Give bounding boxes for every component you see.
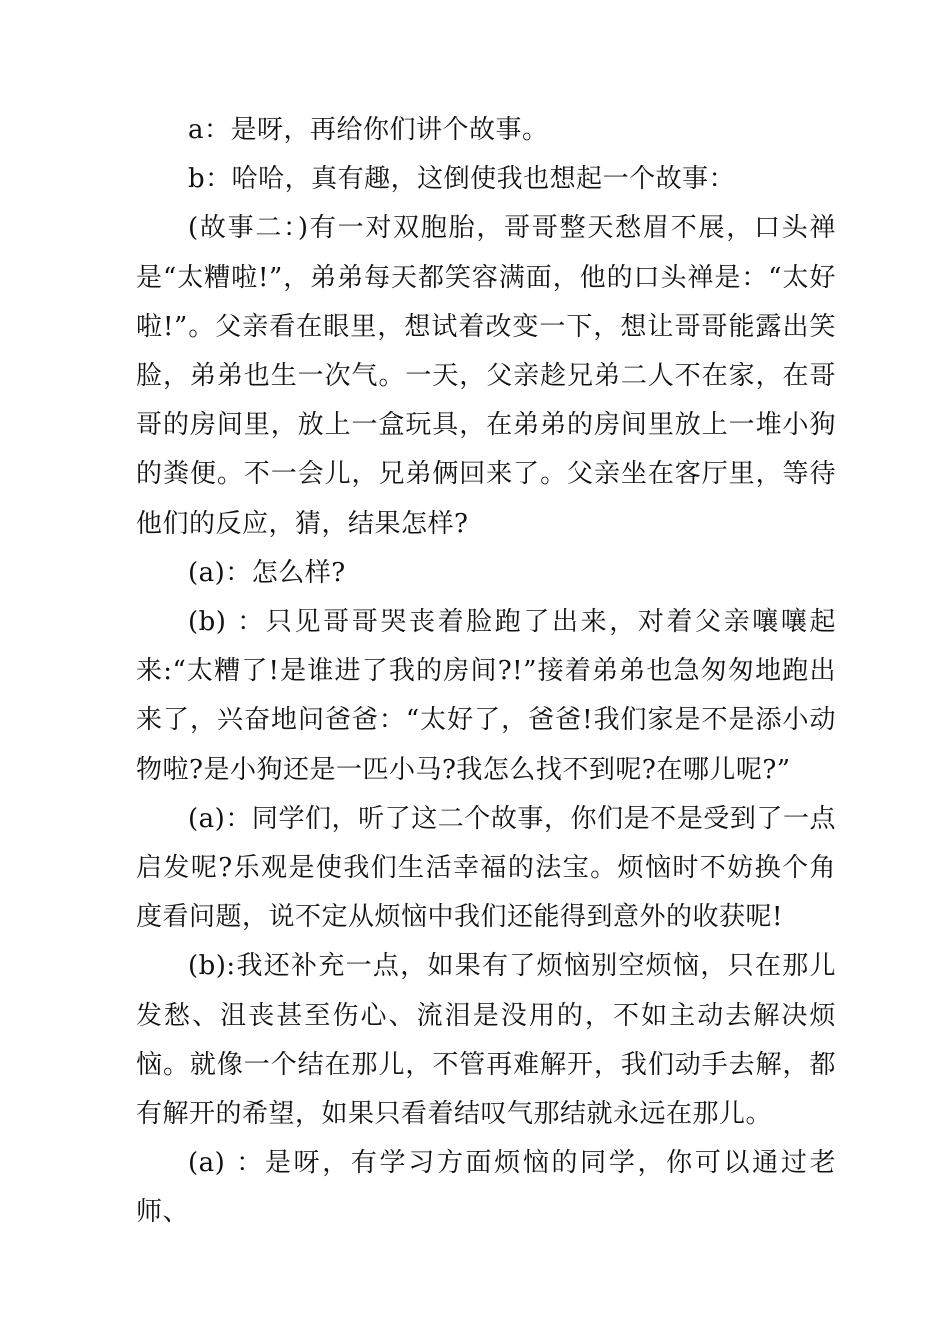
dialogue-line-a-lesson: (a)：同学们，听了这二个故事，你们是不是受到了一点启发呢?乐观是使我们生活幸福的法宝。烦恼时不妨换个角度看问题，说不定从烦恼中我们还能得到意外的收获呢! — [136, 803, 836, 933]
dialogue-line-b-outcome: (b) ：只见哥哥哭丧着脸跑了出来，对着父亲嚷嚷起来:“太糟了!是谁进了我的房间?!”接着弟弟也急匆匆地跑出来了，兴奋地问爸爸：“太好了，爸爸!我们家是不是添小动物啦?是小狗还是一匹小马?我怎么找不到呢?在哪儿呢?” — [136, 607, 836, 785]
text-column — [136, 106, 836, 1238]
dialogue-line-b-supplement: (b):我还补充一点，如果有了烦恼别空烦恼，只在那儿发愁、沮丧甚至伤心、流泪是没用的，不如主动去解决烦恼。就像一个结在那儿，不管再难解开，我们动手去解，都有解开的希望，如果只看着结叹气那结就永远在那儿。 — [136, 951, 836, 1130]
dialogue-line-a-question: (a)：怎么样? — [188, 557, 346, 588]
story-two-paragraph: (故事二：)有一对双胞胎，哥哥整天愁眉不展，口头禅是“太糟啦!”，弟弟每天都笑容满面，他的口头禅是：“太好啦!”。父亲看在眼里，想试着改变一下，想让哥哥能露出笑脸，弟弟也生一次气。一天，父亲趁兄弟二人不在家，在哥哥的房间里，放上一盒玩具，在弟弟的房间里放上一堆小狗的粪便。不一会儿，兄弟俩回来了。父亲坐在客厅里，等待他们的反应，猜，结果怎样? — [136, 213, 836, 539]
dialogue-line-b-story: b：哈哈，真有趣，这倒使我也想起一个故事： — [188, 164, 736, 195]
dialogue-line-a-story: a：是呀，再给你们讲个故事。 — [188, 115, 549, 145]
dialogue-line-a-study: (a) ：是呀，有学习方面烦恼的同学，你可以通过老师、 — [136, 1148, 836, 1228]
